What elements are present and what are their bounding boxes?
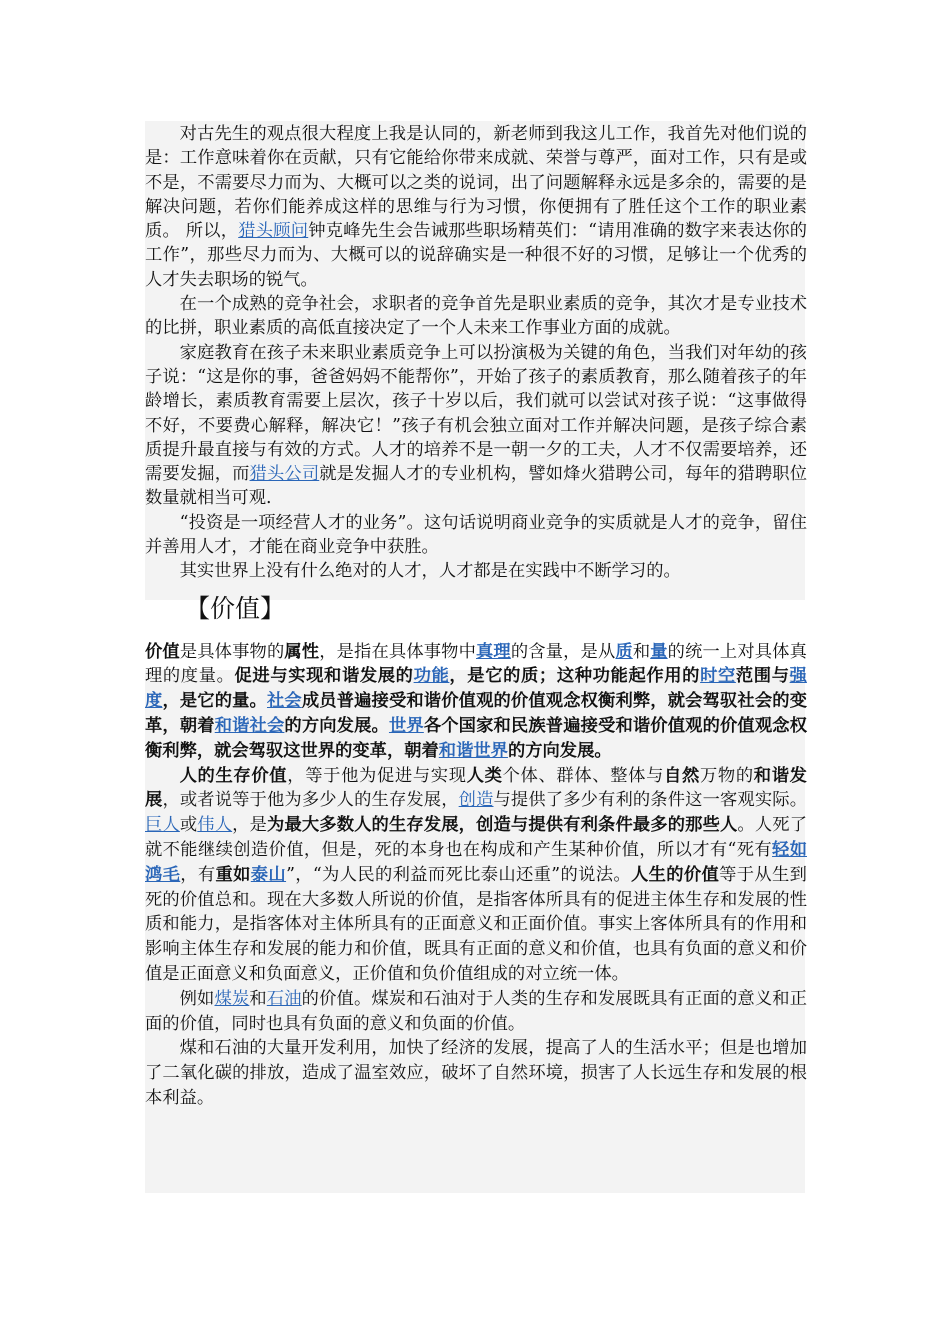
link-headhunter-consultant[interactable]: 猎头顾问 — [238, 221, 309, 242]
link-intensity[interactable]: 强度 — [145, 666, 807, 712]
link-quantity[interactable]: 量 — [650, 641, 668, 662]
link-light-as-feather[interactable]: 轻如鸿毛 — [145, 840, 807, 885]
link-headhunter-company[interactable]: 猎头公司 — [249, 464, 320, 485]
link-quality[interactable]: 质 — [615, 641, 633, 662]
paragraph: 煤和石油的大量开发利用，加快了经济的发展，提高了人的生活水平；但是也增加了二氧化碳的排放，造成了温室效应，破坏了自然环境，损害了人长远生存和发展的根本利益。 — [145, 1038, 807, 1108]
paragraph: 例如煤炭和石油的价值。煤炭和石油对于人类的生存和发展既具有正面的意义和正面的价值，同时也具有负面的意义和负面的价值。 — [145, 988, 807, 1034]
paragraph: 在一个成熟的竞争社会，求职者的竞争首先是职业素质的竞争，其次才是专业技术的比拼，职业素质的高低直接决定了一个人未来工作事业方面的成就。 — [145, 294, 807, 339]
link-great-person[interactable]: 伟人 — [197, 815, 233, 836]
link-society[interactable]: 社会 — [266, 691, 302, 712]
link-spacetime[interactable]: 时空 — [700, 666, 736, 687]
link-harmonious-world[interactable]: 和谐世界 — [438, 740, 508, 761]
link-giant[interactable]: 巨人 — [145, 815, 180, 836]
section-recruiting — [145, 122, 807, 584]
link-world[interactable]: 世界 — [388, 716, 424, 737]
link-function[interactable]: 功能 — [413, 666, 450, 687]
section-heading: 【价值】 — [185, 593, 286, 623]
link-create[interactable]: 创造 — [458, 790, 494, 811]
section-value — [145, 640, 807, 1111]
document-body — [145, 122, 807, 1111]
link-harmonious-society[interactable]: 和谐社会 — [214, 716, 285, 737]
paragraph: 人的生存价值，等于他为促进与实现人类个体、群体、整体与自然万物的和谐发展，或者说等于他为多少人的生存发展，创造与提供了多少有利的条件这一客观实际。巨人或伟人，是为最大多数人的生存发展，创造与提供有利条件最多的那些人。人死了就不能继续创造价值，但是，死的本身也在构成和产生某种价值，所以才有“死有轻如鸿毛，有重如泰山”，“为人民的利益而死比泰山还重”的说法。人生的价值等于从生到死的价值总和。现在大多数人所说的价值，是指客体所具有的促进主体生存和发展的性质和能力，是指客体对主体所具有的正面意义和正面价值。事实上客体所具有的作用和影响主体生存和发展的能力和价值，既具有正面的意义和价值，也具有负面的意义和价值是正面意义和负面意义，正价值和负价值组成的对立统一体。 — [145, 765, 807, 984]
paragraph: “投资是一项经营人才的业务”。这句话说明商业竞争的实质就是人才的竞争，留住并善用人才，才能在商业竞争中获胜。 — [145, 512, 807, 558]
paragraph: 其实世界上没有什么绝对的人才，人才都是在实践中不断学习的。 — [179, 561, 681, 582]
paragraph: 价值是具体事物的属性，是指在具体事物中真理的含量，是从质和量的统一上对具体真理的度量。促进与实现和谐发展的功能，是它的质；这种功能起作用的时空范围与强度，是它的量。社会成员普遍接受和谐价值观的价值观念权衡利弊，就会驾驭社会的变革，朝着和谐社会的方向发展。世界各个国家和民族普遍接受和谐价值观的价值观念权衡利弊，就会驾驭这世界的变革，朝着和谐世界的方向发展。 — [145, 641, 807, 761]
link-coal[interactable]: 煤炭 — [214, 988, 250, 1009]
link-petroleum[interactable]: 石油 — [266, 988, 302, 1009]
paragraph: 对古先生的观点很大程度上我是认同的，新老师到我这儿工作，我首先对他们说的是：工作意味着你在贡献，只有它能给你带来成就、荣誉与尊严，面对工作，只有是或不是，不需要尽力而为、大概可以之类的说词，出了问题解释永远是多余的，需要的是解决问题，若你们能养成这样的思维与行为习惯，你便拥有了胜任这个工作的职业素质。 所以，猎头顾问钟克峰先生会告诫那些职场精英们：“请用准确的数字来表达你的工作”，那些尽力而为、大概可以的说辞确实是一种很不好的习惯，足够让一个优秀的人才失去职场的锐气。 — [145, 124, 807, 290]
link-truth[interactable]: 真理 — [476, 641, 511, 662]
paragraph: 家庭教育在孩子未来职业素质竞争上可以扮演极为关键的角色，当我们对年幼的孩子说：“这是你的事，爸爸妈妈不能帮你”，开始了孩子的素质教育，那么随着孩子的年龄增长，素质教育需要上层次，孩子十岁以后，我们就可以尝试对孩子说：“这事做得不好，不要费心解释，解决它！”孩子有机会独立面对工作并解决问题，是孩子综合素质提升最直接与有效的方式。人才的培养不是一朝一夕的工夫，人才不仅需要培养，还需要发掘，而猎头公司就是发掘人才的专业机构，譬如烽火猎聘公司，每年的猎聘职位数量就相当可观. — [145, 342, 807, 509]
link-mount-tai[interactable]: 泰山 — [250, 864, 287, 885]
